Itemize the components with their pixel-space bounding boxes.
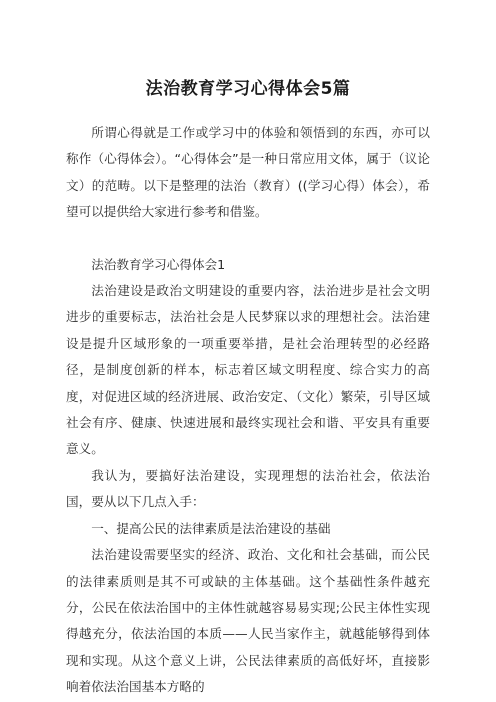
subsection-heading: 一、提高公民的法律素质是法治建设的基础 xyxy=(91,520,331,536)
body-paragraph: 法治建设是政治文明建设的重要内容，法治进步是社会文明进步的重要标志，法治社会是人民梦寐以求的理想社会。法治建设是提升区域形象的一项重要举措，是社会治理转型的必经路径，是制度创新的样本，标志着区域文明程度、综合实力的高度，对促进区域的经济进展、政治安定、（文化）繁荣，引导区域社会有序、健康、快速进展和最终实现社会和谐、平安具有重要意义。 xyxy=(66,283,430,457)
body-paragraph: 法治建设需要坚实的经济、政治、文化和社会基础，而公民的法律素质则是其不可或缺的主体基础。这个基础性条件越充分，公民在依法治国中的主体性就越容易易实现;公民主体性实现得越充分，依法治国的本质——人民当家作主，就越能够得到体现和实现。从这个意义上讲，公民法律素质的高低好坏，直接影响着依法治国基本方略的 xyxy=(66,547,430,695)
intro-paragraph: 所谓心得就是工作或学习中的体验和领悟到的东西，亦可以称作（心得体会）。“心得体会”是一种日常应用文体，属于（议论文）的范畴。以下是整理的法治（教育）((学习心得）体会），希望可以提供给大家进行参考和借鉴。 xyxy=(66,125,430,220)
section-heading: 法治教育学习心得体会1 xyxy=(91,256,226,272)
paragraph-spacer xyxy=(66,226,430,252)
document-title: 法治教育学习心得体会5篇 xyxy=(145,79,351,99)
body-paragraph: 我认为，要搞好法治建设，实现理想的法治社会，依法治国，要从以下几点入手： xyxy=(66,467,430,510)
document-body xyxy=(66,120,430,701)
